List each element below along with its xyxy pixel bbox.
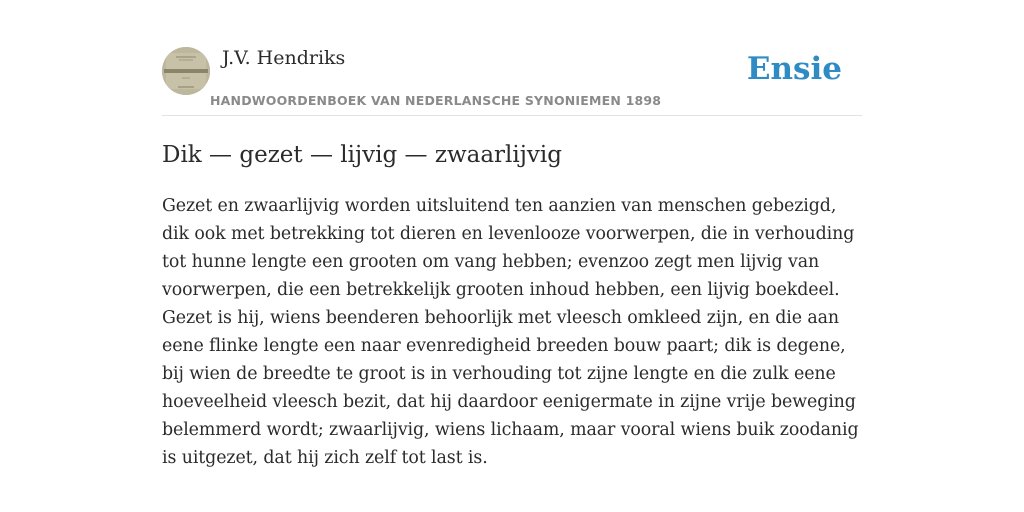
header-divider [162, 115, 862, 116]
site-logo[interactable]: Ensie [746, 51, 842, 87]
author-name[interactable]: J.V. Hendriks [222, 47, 346, 69]
source-title[interactable]: HANDWOORDENBOEK VAN NEDERLANSCHE SYNONIEMEN 1898 [210, 93, 662, 108]
book-cover-icon[interactable] [162, 47, 210, 95]
entry-title: Dik — gezet — lijvig — zwaarlijvig [162, 142, 562, 168]
entry-text: Gezet en zwaarlijvig worden uitsluitend ten aanzien van menschen gebezigd, dik ook met betrekking tot dieren en levenlooze voorwerpen, die in verhouding tot hunne lengte een grooten om vang hebben; evenzoo zegt men lijvig van voorwerpen, die een betrekkelijk grooten inhoud hebben, een lijvig boekdeel. Gezet is hij, wiens beenderen behoorlijk met vleesch omkleed zijn, en die aan eene flinke lengte een naar evenredigheid breeden bouw paart; dik is degene, bij wien de breedte te groot is in verhouding tot zijne lengte en die zulk eene hoeveelheid vleesch bezit, dat hij daardoor eenigermate in zijne vrije beweging belemmerd wordt; zwaarlijvig, wiens lichaam, maar vooral wiens buik zoodanig is uitgezet, dat hij zich zelf tot last is. [162, 196, 859, 468]
